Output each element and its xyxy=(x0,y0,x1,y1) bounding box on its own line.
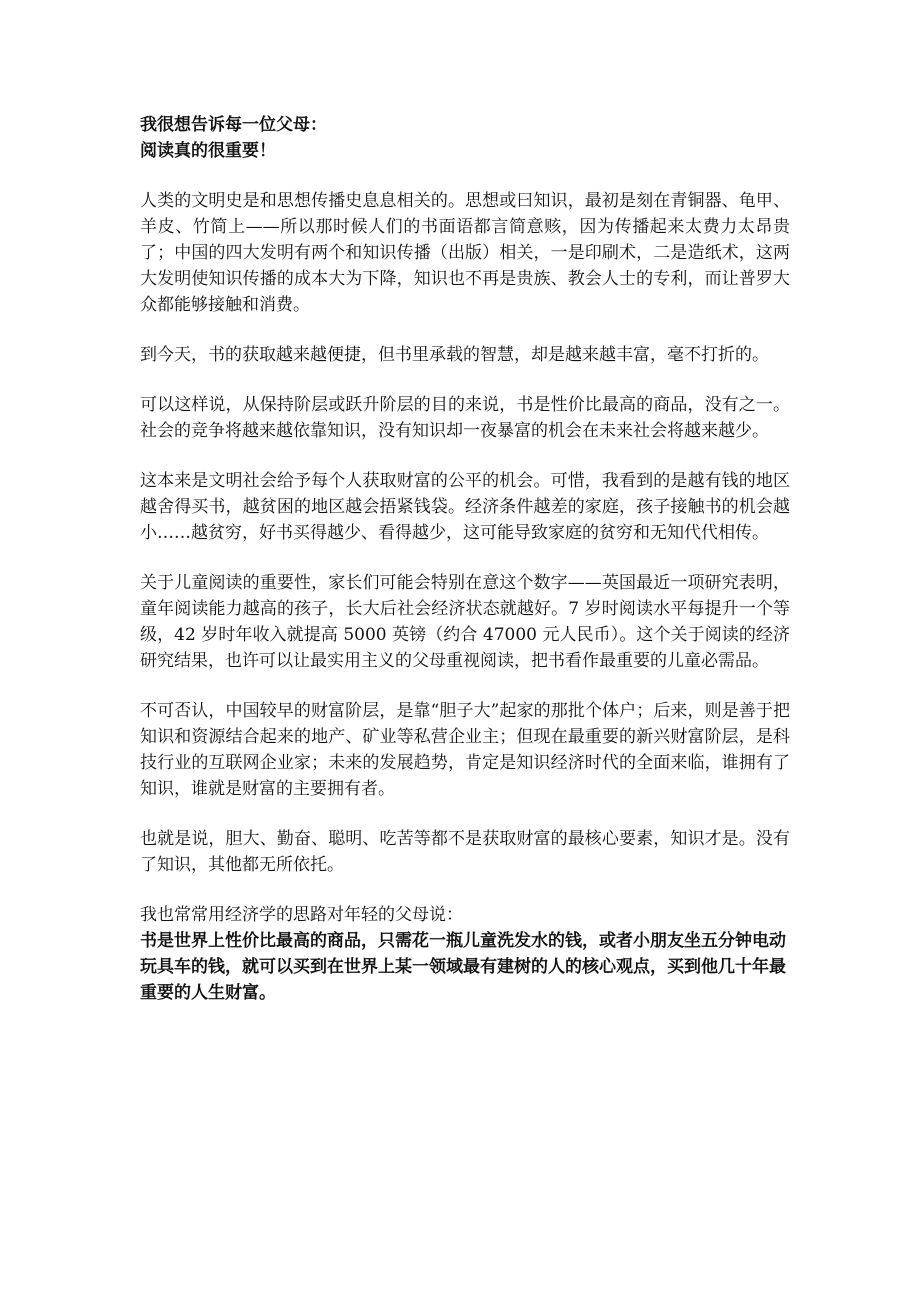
paragraph-2: 到今天，书的获取越来越便捷，但书里承载的智慧，却是越来越丰富，毫不打折的。 xyxy=(140,345,769,365)
closing-block xyxy=(140,902,790,1006)
paragraph-5: 关于儿童阅读的重要性，家长们可能会特别在意这个数字——英国最近一项研究表明，童年阅读能力越高的孩子，长大后社会经济状态就越好。7 岁时阅读水平每提升一个等级，42 岁时年收入就提高 5000 英镑（约合 47000 元人民币）。这个关于阅读的经济研究结果，也许可以让最实用主义的父母重视阅读，把书看作最重要的儿童必需品。 xyxy=(140,573,790,671)
closing-intro: 我也常常用经济学的思路对年轻的父母说： xyxy=(140,905,463,925)
title-block xyxy=(140,112,790,164)
heading-line-1: 我很想告诉每一位父母： xyxy=(140,115,327,135)
heading-line-2: 阅读真的很重要！ xyxy=(140,141,276,161)
paragraph-1: 人类的文明史是和思想传播史息息相关的。思想或曰知识，最初是刻在青铜器、龟甲、羊皮、竹简上——所以那时候人们的书面语都言简意赅，因为传播起来太费力太昂贵了；中国的四大发明有两个和知识传播（出版）相关，一是印刷术，二是造纸术，这两大发明使知识传播的成本大为下降，知识也不再是贵族、教会人士的专利，而让普罗大众都能够接触和消费。 xyxy=(140,191,790,315)
paragraph-4: 这本来是文明社会给予每个人获取财富的公平的机会。可惜，我看到的是越有钱的地区越舍得买书，越贫困的地区越会捂紧钱袋。经济条件越差的家庭，孩子接触书的机会越小……越贫穷，好书买得越少、看得越少，这可能导致家庭的贫穷和无知代代相传。 xyxy=(140,471,790,543)
paragraph-3: 可以这样说，从保持阶层或跃升阶层的目的来说，书是性价比最高的商品，没有之一。社会的竞争将越来越依靠知识，没有知识却一夜暴富的机会在未来社会将越来越少。 xyxy=(140,395,790,441)
document-page xyxy=(140,112,790,1006)
paragraph-6: 不可否认，中国较早的财富阶层，是靠“胆子大”起家的那批个体户；后来，则是善于把知识和资源结合起来的地产、矿业等私营企业主；但现在最重要的新兴财富阶层，是科技行业的互联网企业家；未来的发展趋势，肯定是知识经济时代的全面来临，谁拥有了知识，谁就是财富的主要拥有者。 xyxy=(140,701,790,799)
paragraph-7: 也就是说，胆大、勤奋、聪明、吃苦等都不是获取财富的最核心要素，知识才是。没有了知识，其他都无所依托。 xyxy=(140,829,790,875)
closing-bold-statement: 书是世界上性价比最高的商品，只需花一瓶儿童洗发水的钱，或者小朋友坐五分钟电动玩具车的钱，就可以买到在世界上某一领域最有建树的人的核心观点，买到他几十年最重要的人生财富。 xyxy=(140,931,786,1003)
